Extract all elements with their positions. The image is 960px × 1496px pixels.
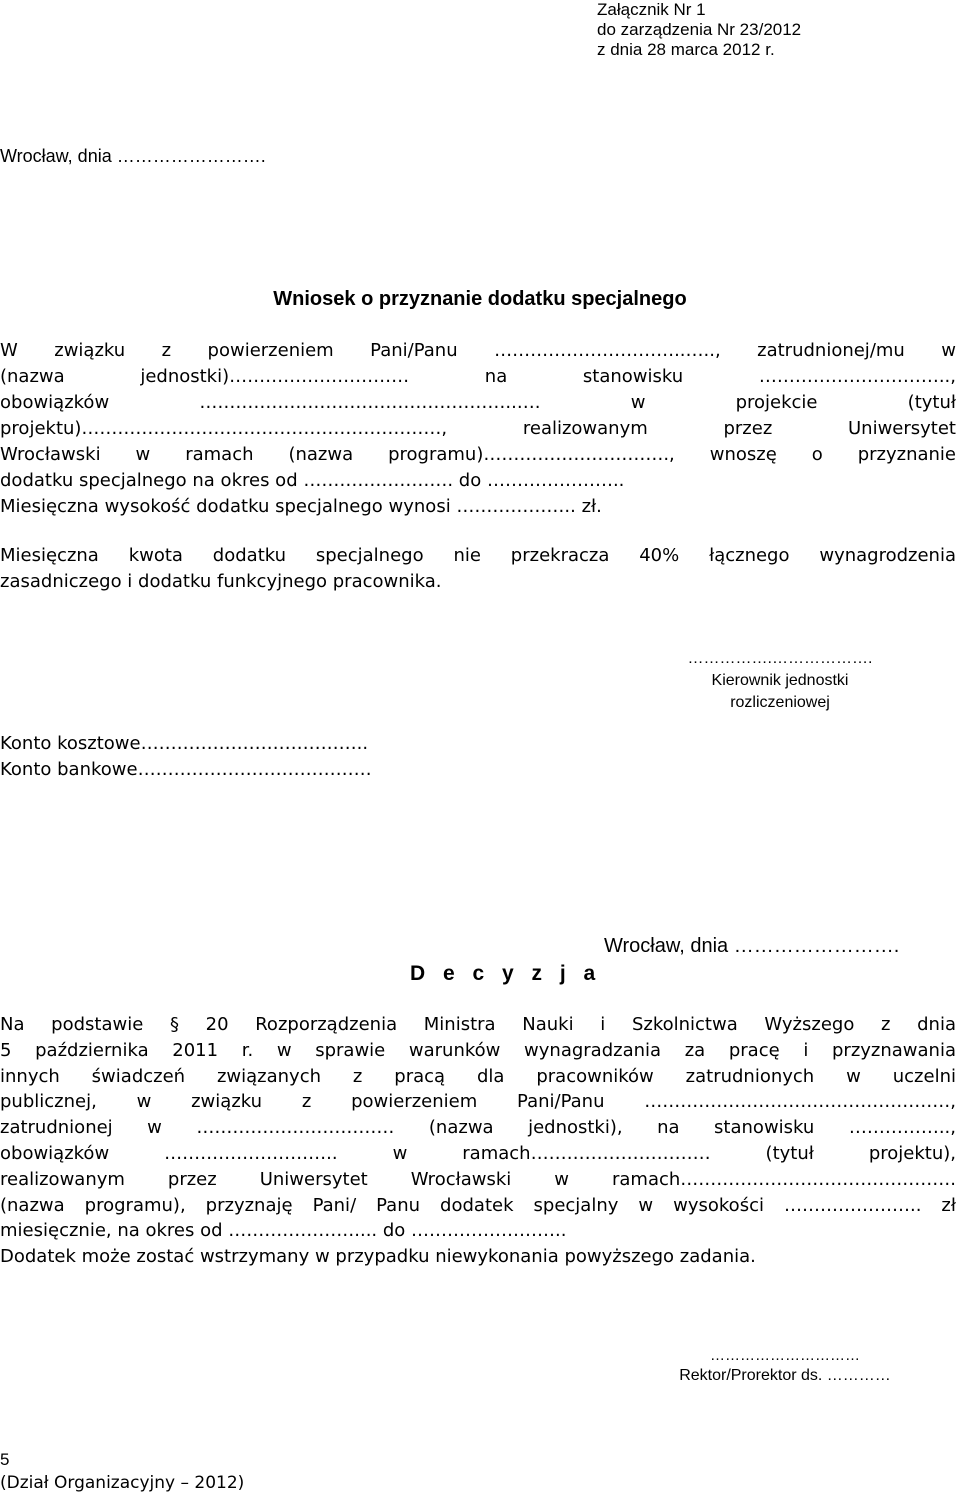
decision-line-5: zatrudnionej w …………………………… (nazwa jednostki), na stanowisku …………….., [0,1117,956,1139]
decision-line-10: Dodatek może zostać wstrzymany w przypadku niewykonania powyższego zadania. [0,1246,756,1268]
limit-paragraph [0,543,956,595]
rector-signature-label: Rektor/Prorektor ds. ………… [679,1367,891,1384]
signature-label: Kierownik jednostki rozliczeniowej [711,672,849,711]
decision-line-1: Na podstawie § 20 Rozporządzenia Ministra Nauki i Szkolnictwa Wyższego z dnia [0,1014,956,1035]
limit-line-1: Miesięczna kwota dodatku specjalnego nie przekracza 40% łącznego wynagrodzenia [0,545,956,566]
annex-regulation: do zarządzenia Nr 23/2012 [597,20,802,39]
request-line-5: Wrocławski w ramach (nazwa programu)…………………………., wnoszę o przyznanie [0,444,956,465]
place-date-line: Wrocław, dnia ……………………. [0,146,266,166]
request-line-7: Miesięczna wysokość dodatku specjalnego wynosi ……………….. zł. [0,496,602,517]
document-title: Wniosek o przyznanie dodatku specjalnego [273,288,687,310]
decision-line-3: innych świadczeń związanych z pracą dla pracowników zatrudnionych w uczelni [0,1065,956,1087]
unit-head-signature [660,648,900,714]
decision-line-4: publicznej, w związku z powierzeniem Pani/Panu ……………………………………………, [0,1091,956,1113]
request-line-2: (nazwa jednostki)………………………… na stanowisku ………………………….., [0,366,956,387]
rector-signature [640,1347,930,1387]
decision-date: Wrocław, dnia ……………………. [604,935,900,957]
decision-line-6: obowiązków ……………………….. w ramach………………………… (tytuł projektu), [0,1142,956,1164]
decision-line-8: (nazwa programu), przyznaję Pani/ Panu dodatek specjalny w wysokości ………………….. zł [0,1194,956,1216]
decision-title: D e c y z j a [410,962,602,985]
annex-header [597,0,801,60]
request-line-4: projektu)……………………………………………………, realizowanym przez Uniwersytet [0,418,956,439]
request-line-3: obowiązków ……………………………………………..…. w projekcie (tytuł [0,392,956,413]
limit-line-2: zasadniczego i dodatku funkcyjnego pracownika. [0,571,442,592]
annex-number: Załącznik Nr 1 [597,0,706,19]
annex-date: z dnia 28 marca 2012 r. [597,40,775,59]
cost-account: Konto kosztowe……………………………….. [0,733,369,754]
bank-account: Konto bankowe………………………………… [0,759,372,780]
signature-dots: …………….………………. [687,650,873,667]
page-number: 5 [0,1450,10,1469]
request-paragraph [0,338,956,520]
rector-signature-dots: ………………………… [710,1347,860,1364]
decision-line-9: miesięcznie, na okres od ………………….... do …………………….. [0,1220,567,1242]
request-line-1: W związku z powierzeniem Pani/Panu …………………………..….., zatrudnionej/mu w [0,340,956,361]
decision-line-2: 5 października 2011 r. w sprawie warunków wynagradzania za pracę i przyznawania [0,1039,956,1061]
request-line-6: dodatku specjalnego na okres od ……………………. do ………………….. [0,470,625,491]
footer-text: (Dział Organizacyjny – 2012) [0,1473,245,1493]
decision-line-7: realizowanym przez Uniwersytet Wrocławski w ramach………………………………………. [0,1168,956,1190]
decision-paragraph [0,1012,956,1270]
accounts-block [0,731,372,783]
